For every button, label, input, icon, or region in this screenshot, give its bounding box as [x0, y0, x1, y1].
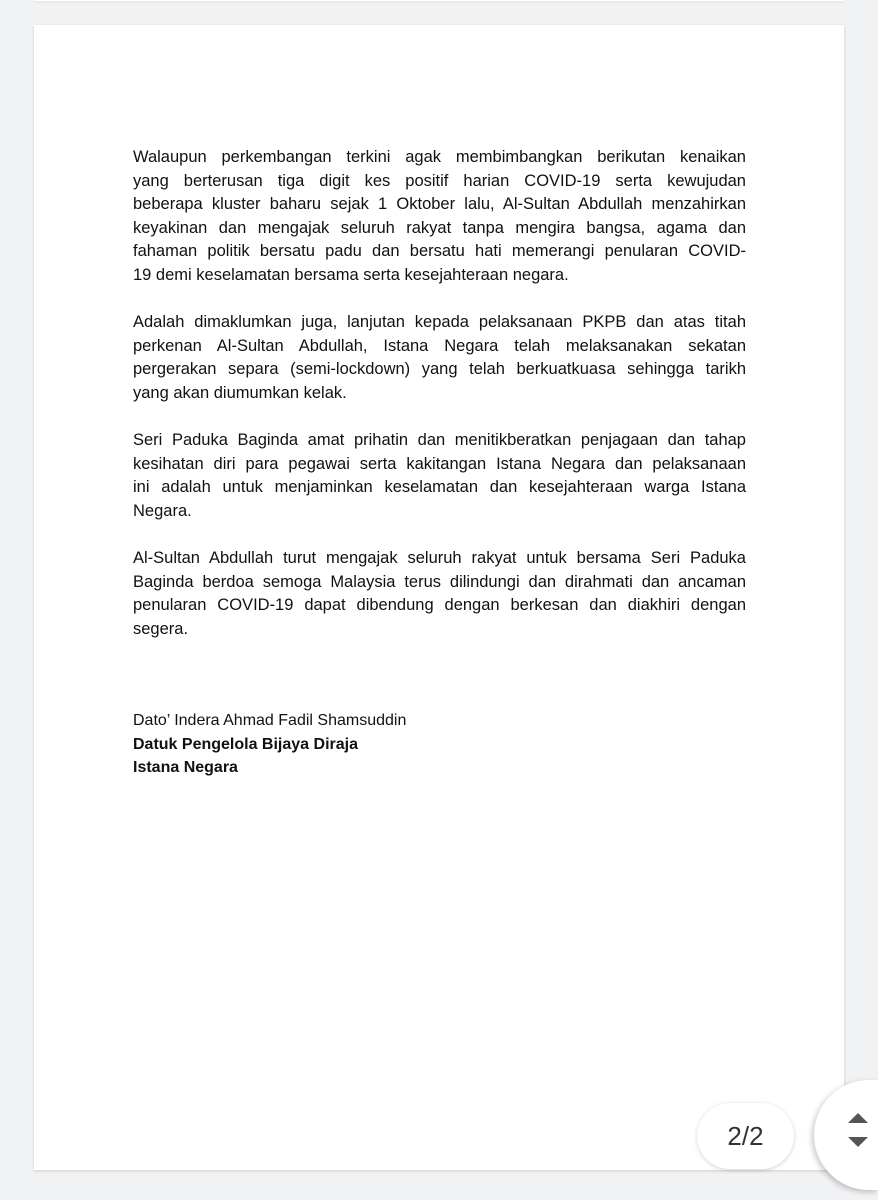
paragraph [133, 547, 746, 641]
text-line: segera. [133, 619, 189, 638]
paragraph [133, 429, 746, 523]
document-body [133, 146, 746, 665]
text-line: kesihatan diri para pegawai serta kakitangan Istana Negara dan pelaksanaan [133, 454, 746, 473]
text-line: Negara. [133, 501, 192, 520]
text-line: Baginda berdoa semoga Malaysia terus dilindungi dan dirahmati dan ancaman [133, 572, 746, 591]
text-line: fahaman politik bersatu padu dan bersatu hati memerangi penularan COVID- [133, 242, 746, 261]
signatory-name: Dato’ Indera Ahmad Fadil Shamsuddin [133, 712, 407, 729]
page-indicator: 2/2 [697, 1103, 794, 1169]
text-line: 19 demi keselamatan bersama serta kesejahteraan negara. [133, 265, 569, 284]
text-line: beberapa kluster baharu sejak 1 Oktober lalu, Al-Sultan Abdullah menzahirkan [133, 195, 746, 214]
text-line: Adalah dimaklumkan juga, lanjutan kepada pelaksanaan PKPB dan atas titah [133, 313, 746, 332]
paragraph [133, 146, 746, 288]
text-line: Walaupun perkembangan terkini agak membimbangkan berikutan kenaikan [133, 148, 746, 166]
arrow-up-icon [848, 1113, 868, 1123]
previous-page [34, 0, 844, 1]
text-line: pergerakan separa (semi-lockdown) yang telah berkuatkuasa sehingga tarikh [133, 360, 746, 379]
text-line: yang berterusan tiga digit kes positif harian COVID-19 serta kewujudan [133, 171, 746, 190]
text-line: keyakinan dan mengajak seluruh rakyat tanpa mengira bangsa, agama dan [133, 218, 746, 237]
signatory-office: Istana Negara [133, 759, 238, 777]
text-line: Al-Sultan Abdullah turut mengajak seluruh rakyat untuk bersama Seri Paduka [133, 549, 746, 568]
arrow-down-icon [848, 1137, 868, 1147]
signature-block [133, 709, 406, 780]
text-line: perkenan Al-Sultan Abdullah, Istana Negara telah melaksanakan sekatan [133, 336, 746, 355]
text-line: Seri Paduka Baginda amat prihatin dan menitikberatkan penjagaan dan tahap [133, 431, 746, 450]
paragraph [133, 311, 746, 405]
text-line: ini adalah untuk menjaminkan keselamatan dan kesejahteraan warga Istana [133, 478, 746, 497]
text-line: yang akan diumumkan kelak. [133, 383, 347, 402]
document-page [34, 25, 844, 1170]
signatory-title: Datuk Pengelola Bijaya Diraja [133, 735, 358, 753]
text-line: penularan COVID-19 dapat dibendung dengan berkesan dan diakhiri dengan [133, 596, 746, 615]
